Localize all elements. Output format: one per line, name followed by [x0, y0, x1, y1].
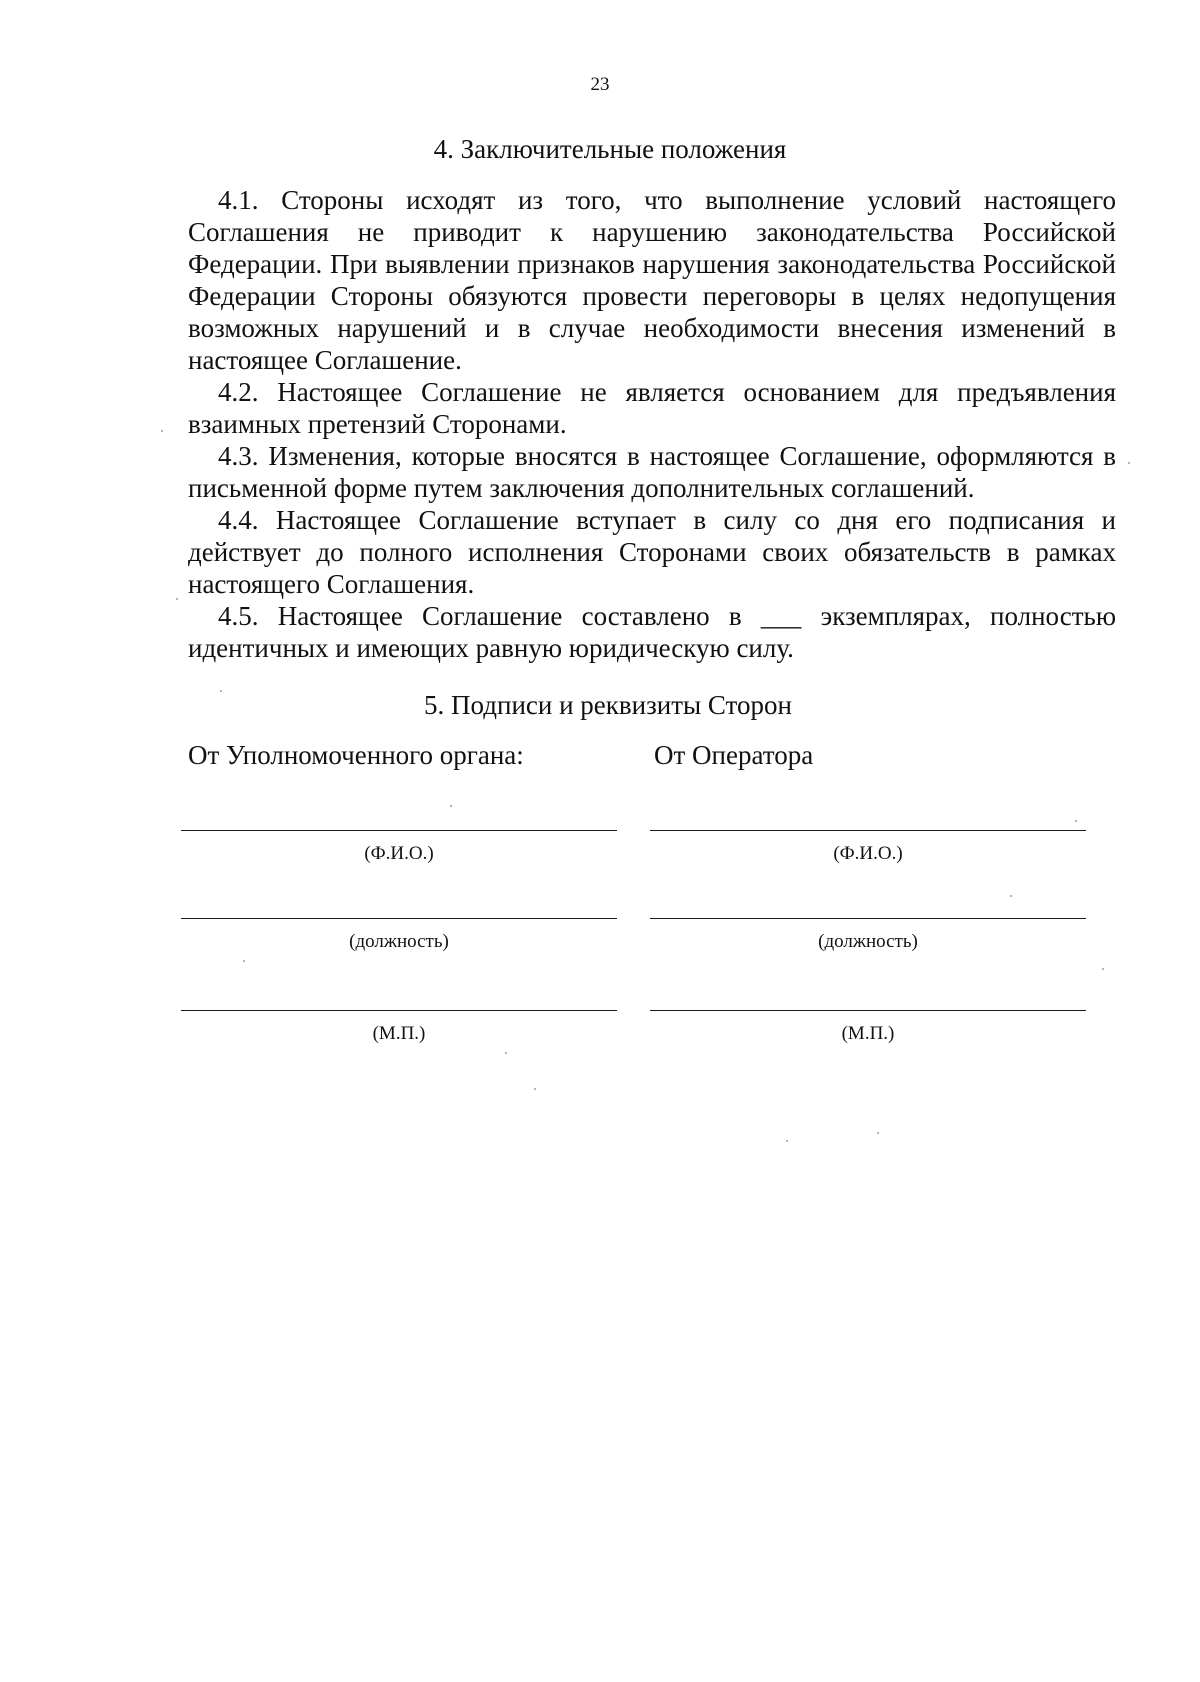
section-5-title: 5. Подписи и реквизиты Сторон — [424, 690, 792, 720]
page-number: 23 — [590, 74, 610, 95]
scan-speck — [505, 1052, 507, 1054]
clause-4-4: 4.4. Настоящее Соглашение вступает в силу со дня его подписания и действует до полного исполнения Сторонами своих обязательств в рамках настоящего Соглашения. — [188, 505, 1116, 599]
authority-header: От Уполномоченного органа: — [188, 740, 524, 770]
signature-block-operator — [650, 0, 1086, 1682]
scan-speck — [1102, 968, 1104, 970]
scan-speck — [786, 1140, 788, 1142]
clause-4-5: 4.5. Настоящее Соглашение составлено в ___ экземплярах, полностью идентичных и имеющих равную юридическую силу. — [188, 601, 1116, 663]
operator-name-caption: (Ф.И.О.) — [833, 843, 903, 864]
scan-speck — [877, 1132, 879, 1134]
scan-speck — [534, 1088, 536, 1090]
scan-speck — [1128, 462, 1130, 464]
authority-seal-caption: (М.П.) — [372, 1023, 426, 1044]
clause-4-1: 4.1. Стороны исходят из того, что выполнение условий настоящего Соглашения не приводит к нарушению законодательства Российской Федерации. При выявлении признаков нарушения законодательства Российской Федерации Стороны обязуются провести переговоры в целях недопущения возможных нарушений и в случае необходимости внесения изменений в настоящее Соглашение. — [188, 185, 1116, 375]
scan-speck — [176, 598, 178, 600]
scan-speck — [1075, 820, 1077, 822]
clause-4-2: 4.2. Настоящее Соглашение не является основанием для предъявления взаимных претензий Сторонами. — [188, 377, 1116, 439]
operator-name-line — [650, 830, 1086, 831]
section-4-title: 4. Заключительные положения — [433, 134, 787, 164]
clause-4-3: 4.3. Изменения, которые вносятся в настоящее Соглашение, оформляются в письменной форме путем заключения дополнительных соглашений. — [188, 441, 1116, 503]
scan-speck — [161, 430, 163, 432]
operator-position-caption: (должность) — [818, 931, 918, 952]
operator-seal-line — [650, 1010, 1086, 1011]
authority-position-caption: (должность) — [349, 931, 449, 952]
authority-name-line — [181, 830, 617, 831]
operator-header: От Оператора — [654, 740, 814, 770]
authority-name-caption: (Ф.И.О.) — [364, 843, 434, 864]
scan-speck — [220, 690, 222, 692]
scan-speck — [450, 805, 452, 807]
operator-position-line — [650, 918, 1086, 919]
operator-seal-caption: (М.П.) — [841, 1023, 895, 1044]
authority-seal-line — [181, 1010, 617, 1011]
authority-position-line — [181, 918, 617, 919]
signature-block-authority — [181, 0, 617, 1682]
scan-speck — [243, 960, 245, 962]
scan-speck — [1010, 895, 1012, 897]
